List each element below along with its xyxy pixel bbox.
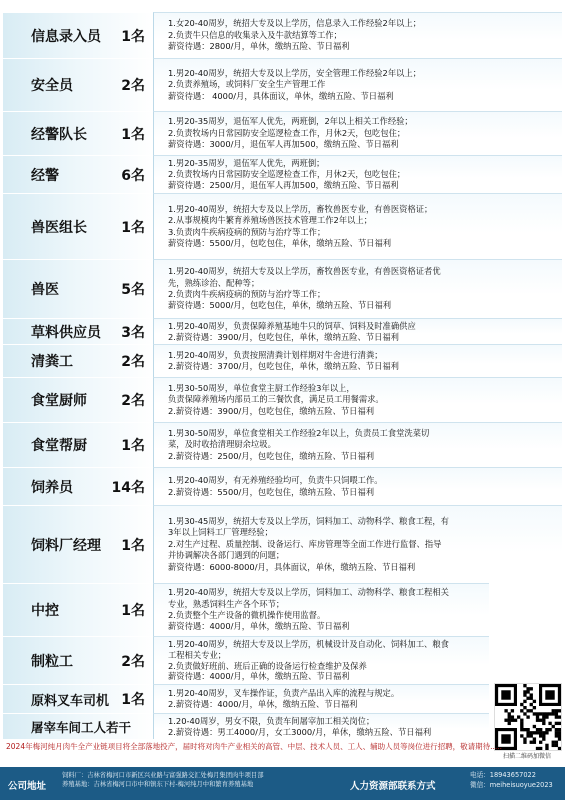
job-row: [3, 422, 562, 467]
job-requirements: [153, 505, 562, 583]
qr-code-image: [495, 684, 561, 750]
job-title: 草料供应员: [31, 324, 101, 341]
headcount: 1名: [121, 28, 145, 45]
headcount: 2名: [121, 653, 145, 670]
headcount: 3名: [121, 324, 145, 341]
requirement-line: 2.负责牛只信息的收集录入及牛款结算等工作；: [168, 29, 342, 40]
job-requirements: [153, 713, 489, 739]
job-row: [3, 12, 562, 58]
requirement-line: 2.负责养殖场，或饲料厂安全生产管理工作: [168, 79, 326, 90]
requirement-line: 2.负责牧场内日常园防安全巡逻检查工作，月休2天，包吃包住；: [168, 169, 406, 179]
job-requirements: [153, 377, 562, 422]
farm-base-address: 养殖基地：吉林省梅河口市中和镇东下村-梅河纯月中和繁育养殖基地: [62, 781, 254, 788]
requirement-line: 1.男20-40周岁，叉车操作证，负责产品出入库的流程与规定。: [168, 687, 400, 698]
requirement-line: 薪资待遇：5000/月，包吃包住，单休，缴纳五险、节日福利: [168, 300, 392, 311]
requirement-line: 2.薪资待遇：3900/月，包吃包住，缴纳五险、节日福利: [168, 405, 375, 416]
job-title: 食堂帮厨: [31, 438, 87, 454]
job-title-cell: [3, 684, 153, 713]
headcount: 5名: [121, 282, 145, 298]
requirement-line: 2.薪资待遇：4000/月，单休，缴纳五险、节日福利: [168, 699, 358, 709]
requirement-line: 2.薪资待遇：3700/月，包吃包住，单休，缴纳五险、节日福利: [168, 361, 399, 371]
job-requirements: [153, 193, 562, 259]
requirement-line: 薪资待遇：4000/月，单休，缴纳五险、节日福利: [168, 671, 350, 682]
job-title-cell: [3, 583, 153, 636]
requirement-line: 1.男20-40周岁，负责按照清粪计划样期对牛舍进行清粪；: [168, 349, 383, 360]
headcount: 6名: [121, 167, 145, 184]
job-requirements: [153, 422, 562, 467]
job-row: [3, 155, 562, 193]
requirement-line: 薪资待遇：2500/月，退伍军人再加500，缴纳五险、节日福利: [168, 180, 399, 190]
requirement-line: 2.负责做好班前、班后正确的设备运行检查维护及保养: [168, 660, 367, 671]
job-title: 清粪工: [31, 354, 73, 370]
requirement-line: 1.20-40周岁，男女不限，负责车间屠宰加工相关岗位；: [168, 716, 375, 726]
requirement-line: 薪资待遇： 4000/月，具体面议，单休，缴纳五险、节日福利: [168, 90, 394, 101]
headcount: 1名: [121, 537, 145, 554]
job-row: [3, 193, 562, 259]
headcount: 1名: [121, 438, 145, 454]
requirement-line: 3.负责肉牛疾病疫病的预防与治疗等工作；: [168, 226, 326, 237]
phone-number: 电话：18943657022: [470, 771, 536, 779]
job-title-cell: [3, 422, 153, 467]
requirement-line: 1.男20-40周岁，统招大专及以上学历，畜牧兽医专业，有兽医资格证；: [168, 203, 433, 214]
requirement-line: 薪资待遇：5500/月，包吃包住，单休，缴纳五险、节日福利: [168, 237, 392, 248]
requirement-line: 1.男20-40周岁，统招大专及以上学历，安全管理工作经验2年以上；: [168, 67, 422, 78]
requirement-line: 2.对生产过程、质量控制、设备运行、库房管理等全面工作进行监督、指导: [168, 538, 442, 549]
qr-caption: 扫描二维码加微信: [502, 753, 551, 760]
job-requirements: [153, 58, 562, 111]
feed-factory-address: 饲料厂：吉林省梅河口市新区兴业路与富强路交汇处梅月集团肉牛项目部: [62, 772, 264, 779]
job-title: 经警队长: [31, 126, 87, 143]
requirement-line: 1.男30-50周岁，单位食堂相关工作经验2年以上，负责员工食堂洗菜切: [168, 427, 430, 438]
job-title-cell: [3, 155, 153, 193]
job-row: [3, 344, 562, 377]
job-title-cell: [3, 636, 153, 684]
job-title-cell: [3, 344, 153, 377]
job-requirements: [153, 636, 489, 684]
job-requirements: [153, 259, 562, 318]
job-requirements: [153, 155, 562, 193]
requirement-line: 菜，及时收拾清理厨余垃圾。: [168, 439, 276, 450]
requirement-line: 薪资待遇：4000/月，单休，缴纳五险、节日福利: [168, 621, 350, 632]
job-title: 饲养员: [31, 479, 73, 496]
requirement-line: 2.负责牧场内日常园防安全巡逻检查工作，月休2天，包吃包住；: [168, 127, 406, 138]
requirement-line: 2.负责肉牛疾病疫病的预防与治疗等工作；: [168, 289, 326, 299]
requirement-line: 2.薪资待遇：男工4000/月，女工3000/月，单休，缴纳五险、节日福利: [168, 726, 432, 737]
requirement-line: 先，熟练诊治、配种等；: [168, 277, 260, 288]
job-row: [3, 467, 562, 505]
job-title: 原料叉车司机: [31, 693, 110, 709]
job-title: 信息录入员: [31, 28, 101, 45]
requirement-line: 2.从事规模肉牛繁育养殖场兽医技术管理工作2年以上；: [168, 215, 373, 226]
requirement-line: 1.女20-40周岁，统招大专及以上学历，信息录入工作经验2年以上；: [168, 18, 422, 29]
job-title-cell: [3, 58, 153, 111]
requirement-line: 1.男20-40周岁，统招大专及以上学历，饲料加工、动物科学、粮食工程相关: [168, 587, 449, 598]
job-row: [3, 636, 489, 684]
footer: [0, 767, 565, 800]
headcount: 1名: [121, 219, 145, 236]
headcount: 2名: [121, 393, 145, 409]
job-title-cell: [3, 467, 153, 505]
job-row: [3, 259, 562, 318]
address-block: [62, 771, 264, 789]
requirement-line: 2.薪资待遇：2500/月，包吃包住，缴纳五险、节日福利: [168, 450, 375, 461]
job-row: [3, 684, 489, 713]
job-requirements: [153, 12, 562, 58]
job-title: 安全员: [31, 78, 73, 94]
requirement-line: 薪资待遇：6000-8000/月，具体面议，单休，缴纳五险、节日福利: [168, 561, 416, 572]
headcount: 1名: [121, 126, 145, 143]
requirement-line: 1.男30-45周岁，统招大专及以上学历，饲料加工、动物科学、粮食工程，有: [168, 515, 449, 526]
requirement-line: 1.男30-50周岁，单位食堂主厨工作经验3年以上，: [168, 382, 355, 393]
contact-label: 人力资源部联系方式: [350, 781, 436, 792]
requirement-line: 1.男20-40周岁，负责保障养殖基地牛只的饲草、饲料及时准确供应: [168, 321, 416, 331]
requirement-line: 负责保障养殖场内部员工的三餐饮食，满足员工用餐需求。: [168, 394, 384, 405]
requirement-line: 2.负责整个生产设备的微机操作使用监督。: [168, 610, 326, 620]
requirement-line: 1.男20-35周岁，退伍军人优先，两班倒；: [168, 158, 325, 168]
job-title: 兽医: [31, 282, 59, 298]
requirement-line: 2.薪资待遇：3900/月，包吃包住，单休，缴纳五险、节日福利: [168, 331, 399, 342]
job-requirements: [153, 467, 562, 505]
qr-code: [494, 683, 562, 751]
job-title: 经警: [31, 167, 59, 184]
job-title-cell: [3, 713, 153, 739]
requirement-line: 专业，熟悉饲料生产各个环节；: [168, 598, 285, 609]
job-title: 食堂厨师: [31, 393, 87, 409]
recruitment-notice: 2024年梅河纯月肉牛全产业链项目将全部落地投产，届时将对肉牛产业相关的高管、中层、技术人员、工人、辅助人员等岗位进行招聘，敬请期待.....: [6, 742, 503, 751]
job-requirements: [153, 111, 562, 155]
headcount: 2名: [121, 354, 145, 370]
job-title-cell: [3, 259, 153, 318]
address-label: 公司地址: [8, 781, 47, 792]
headcount: 2名: [121, 78, 145, 94]
job-title: 兽医组长: [31, 219, 87, 236]
job-row: [3, 58, 562, 111]
headcount: 1名: [121, 692, 145, 708]
job-requirements: [153, 318, 562, 344]
job-row: [3, 377, 562, 422]
job-title: 饲料厂经理: [31, 537, 101, 554]
job-requirements: [153, 344, 562, 377]
headcount: 1名: [121, 603, 145, 619]
requirement-line: 1.男20-40周岁，有无养殖经验均可，负责牛只饲喂工作。: [168, 475, 383, 486]
job-title-cell: [3, 12, 153, 58]
job-title-cell: [3, 318, 153, 344]
job-title-cell: [3, 505, 153, 583]
job-title-cell: [3, 111, 153, 155]
contact-block: [470, 771, 553, 790]
requirement-line: 1.男20-40周岁，统招大专及以上学历，畜牧兽医专业，有兽医资格证者优: [168, 266, 441, 277]
job-row: [3, 505, 562, 583]
requirement-line: 1.男20-35周岁，退伍军人优先，两班倒，2年以上相关工作经验；: [168, 116, 413, 127]
job-row: [3, 111, 562, 155]
requirement-line: 并协调解决各部门遇到的问题；: [168, 550, 285, 561]
job-row: [3, 583, 489, 636]
requirement-line: 薪资待遇：2800/月，单休，缴纳五险、节日福利: [168, 41, 350, 52]
requirement-line: 1.男20-40周岁，统招大专及以上学历，机械设计及自动化、饲料加工、粮食: [168, 639, 449, 649]
job-requirements: [153, 583, 489, 636]
job-row: [3, 713, 489, 739]
requirement-line: 2.薪资待遇：5500/月，包吃包住，缴纳五险、节日福利: [168, 486, 375, 497]
requirement-line: 3年以上饲料工厂管理经验；: [168, 527, 273, 538]
requirement-line: 工程相关专业；: [168, 649, 227, 660]
job-title: 制粒工: [31, 653, 73, 670]
job-row: [3, 318, 562, 344]
requirement-line: 薪资待遇：3000/月，退伍军人再加500，缴纳五险、节日福利: [168, 139, 399, 150]
job-title-cell: [3, 193, 153, 259]
job-title: 中控: [31, 603, 59, 619]
wechat-id: 微信：meiheisuoyue2023: [470, 780, 553, 789]
job-title-cell: [3, 377, 153, 422]
headcount: 14名: [111, 479, 145, 496]
job-requirements: [153, 684, 489, 713]
job-title: 屠宰车间工人若干: [31, 719, 132, 735]
